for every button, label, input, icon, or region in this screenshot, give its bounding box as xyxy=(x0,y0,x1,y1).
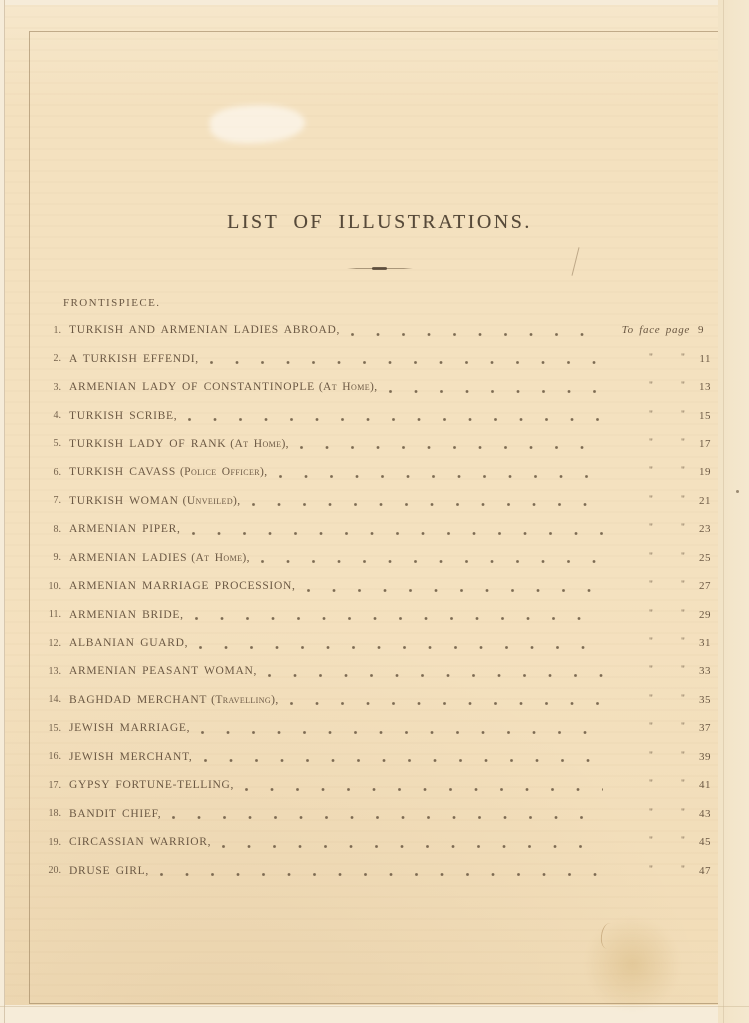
row-title-main: GYPSY FORTUNE-TELLING, xyxy=(69,779,235,792)
page-edge-right-line xyxy=(723,0,724,1023)
illustration-row xyxy=(5,316,711,344)
row-title xyxy=(69,865,149,877)
row-title xyxy=(69,580,296,592)
ditto-mark: " xyxy=(681,352,686,363)
ditto-mark: " xyxy=(649,523,654,534)
row-title-parenthetical: (At Home), xyxy=(191,551,250,564)
ditto-mark: " xyxy=(649,579,654,590)
ditto-mark: " xyxy=(649,466,654,477)
row-number: 6. xyxy=(53,466,61,478)
row-number: 7. xyxy=(53,495,61,507)
to-face-page-label: To face page xyxy=(621,324,690,337)
row-title-parenthetical: (Police Officer), xyxy=(179,466,268,479)
row-title xyxy=(69,722,190,734)
leader-dots xyxy=(186,418,603,421)
illustration-row xyxy=(5,430,711,458)
row-number: 16. xyxy=(48,751,61,763)
page-number: 41 xyxy=(699,779,711,792)
leader-dots xyxy=(250,503,603,506)
page-number: 43 xyxy=(699,807,711,820)
leader-dots xyxy=(190,532,603,535)
leader-dots xyxy=(305,589,603,592)
leader-dots xyxy=(193,617,603,620)
row-title-main: TURKISH LADY OF RANK xyxy=(69,437,227,450)
leader-dots xyxy=(197,646,603,649)
row-number: 15. xyxy=(48,722,61,734)
row-number: 8. xyxy=(53,523,61,535)
row-title-parenthetical: (Unveiled), xyxy=(182,494,241,507)
page-reference xyxy=(607,544,711,572)
row-title-main: JEWISH MARRIAGE, xyxy=(69,722,191,735)
illustration-row xyxy=(5,544,711,572)
ditto-mark: " xyxy=(649,409,654,420)
illustration-row xyxy=(5,799,711,827)
page-number: 27 xyxy=(699,580,711,593)
row-number: 12. xyxy=(48,637,61,649)
ditto-mark: " xyxy=(649,437,654,448)
ditto-mark: " xyxy=(681,750,686,761)
page-number: 21 xyxy=(699,494,711,507)
leader-dots xyxy=(208,361,603,364)
frontispiece-label: FRONTISPIECE. xyxy=(63,297,161,309)
row-title xyxy=(69,609,184,621)
illustration-row xyxy=(5,657,711,685)
leader-dots xyxy=(349,333,603,336)
row-title-main: TURKISH CAVASS xyxy=(69,466,176,479)
row-title xyxy=(69,466,268,478)
page-number: 29 xyxy=(699,608,711,621)
row-title-main: TURKISH WOMAN xyxy=(69,494,179,507)
illustration-row xyxy=(5,572,711,600)
row-title-parenthetical: (Travelling), xyxy=(211,693,279,706)
page-reference xyxy=(607,657,711,685)
row-title xyxy=(69,808,161,820)
leader-dots xyxy=(202,759,603,762)
page-reference xyxy=(607,771,711,799)
row-number: 1. xyxy=(53,324,61,336)
page-number: 17 xyxy=(699,437,711,450)
row-title-main: BAGHDAD MERCHANT xyxy=(69,693,208,706)
row-title xyxy=(69,694,279,706)
ditto-mark: " xyxy=(681,636,686,647)
row-title-main: BANDIT CHIEF, xyxy=(69,807,162,820)
row-title-main: ARMENIAN PIPER, xyxy=(69,523,181,536)
leader-dots xyxy=(266,674,603,677)
row-title-main: ARMENIAN MARRIAGE PROCESSION, xyxy=(69,580,296,593)
illustration-row xyxy=(5,828,711,856)
page-title: LIST OF ILLUSTRATIONS. xyxy=(227,211,532,233)
row-title-main: ALBANIAN GUARD, xyxy=(69,637,189,650)
title-divider xyxy=(347,267,413,270)
illustration-row xyxy=(5,487,711,515)
ditto-mark: " xyxy=(681,437,686,448)
row-number: 20. xyxy=(48,865,61,877)
illustration-row xyxy=(5,714,711,742)
paper-stain xyxy=(585,917,680,1012)
ditto-mark: " xyxy=(681,779,686,790)
ditto-mark: " xyxy=(681,409,686,420)
leader-dots xyxy=(170,816,603,819)
row-title-main: ARMENIAN PEASANT WOMAN, xyxy=(69,665,258,678)
page-number: 35 xyxy=(699,693,711,706)
ditto-mark: " xyxy=(681,807,686,818)
ditto-mark: " xyxy=(649,864,654,875)
page-number: 39 xyxy=(699,750,711,763)
page-reference xyxy=(607,515,711,543)
illustration-row xyxy=(5,856,711,884)
page-number: 37 xyxy=(699,722,711,735)
page-reference xyxy=(607,430,711,458)
row-number: 11. xyxy=(48,609,61,621)
row-title-main: TURKISH AND ARMENIAN LADIES ABROAD, xyxy=(69,324,341,337)
row-title-main: CIRCASSIAN WARRIOR, xyxy=(69,836,212,849)
page-reference xyxy=(607,487,711,515)
paper-speck xyxy=(736,490,739,493)
ditto-mark: " xyxy=(649,665,654,676)
row-title xyxy=(69,410,177,422)
illustration-row xyxy=(5,771,711,799)
row-title xyxy=(69,523,181,535)
row-number: 4. xyxy=(53,410,61,422)
ditto-mark: " xyxy=(681,693,686,704)
row-number: 17. xyxy=(48,779,61,791)
ditto-mark: " xyxy=(681,551,686,562)
row-title xyxy=(69,751,193,763)
leader-dots xyxy=(220,845,603,848)
page-reference xyxy=(607,344,711,372)
ditto-mark: " xyxy=(649,636,654,647)
row-title-main: A TURKISH EFFENDI, xyxy=(69,352,199,365)
illustration-row xyxy=(5,344,711,372)
page-reference xyxy=(607,828,711,856)
ditto-mark: " xyxy=(649,807,654,818)
ditto-mark: " xyxy=(649,693,654,704)
leader-dots xyxy=(243,788,603,791)
page-number: 33 xyxy=(699,665,711,678)
ditto-mark: " xyxy=(681,579,686,590)
ditto-mark: " xyxy=(649,750,654,761)
ditto-mark: " xyxy=(649,722,654,733)
illustration-row xyxy=(5,373,711,401)
ditto-mark: " xyxy=(649,608,654,619)
ditto-mark: " xyxy=(681,864,686,875)
page-reference xyxy=(607,686,711,714)
illustration-row xyxy=(5,600,711,628)
ditto-mark: " xyxy=(681,466,686,477)
ditto-mark: " xyxy=(649,551,654,562)
row-number: 3. xyxy=(53,381,61,393)
row-title-main: ARMENIAN LADIES xyxy=(69,551,188,564)
illustration-row xyxy=(5,458,711,486)
page-reference xyxy=(607,629,711,657)
ditto-mark: " xyxy=(649,352,654,363)
row-number: 13. xyxy=(48,665,61,677)
leader-dots xyxy=(277,475,603,478)
row-title-main: DRUSE GIRL, xyxy=(69,864,149,877)
illustrations-list xyxy=(5,316,711,885)
row-number: 14. xyxy=(48,694,61,706)
page-number: 25 xyxy=(699,551,711,564)
row-title xyxy=(69,637,188,649)
page-reference xyxy=(607,799,711,827)
leader-dots xyxy=(298,446,603,449)
page-reference xyxy=(607,401,711,429)
row-title xyxy=(69,552,250,564)
leader-dots xyxy=(387,390,604,393)
page-number: 13 xyxy=(699,381,711,394)
ditto-mark: " xyxy=(681,380,686,391)
row-title-parenthetical: (At Home), xyxy=(318,381,378,394)
row-number: 5. xyxy=(53,438,61,450)
ditto-mark: " xyxy=(649,835,654,846)
row-title xyxy=(69,836,211,848)
row-number: 19. xyxy=(48,836,61,848)
row-number: 18. xyxy=(48,808,61,820)
illustration-row xyxy=(5,401,711,429)
page-number: 47 xyxy=(699,864,711,877)
ditto-mark: " xyxy=(681,835,686,846)
ditto-mark: " xyxy=(681,523,686,534)
page-edge-bottom-line xyxy=(0,1006,749,1007)
ditto-mark: " xyxy=(681,608,686,619)
row-title-main: ARMENIAN BRIDE, xyxy=(69,608,184,621)
leader-dots xyxy=(288,702,603,705)
row-title xyxy=(69,495,241,507)
ditto-mark: " xyxy=(681,722,686,733)
row-title xyxy=(69,324,340,336)
row-title-parenthetical: (At Home), xyxy=(230,437,289,450)
page-reference xyxy=(607,572,711,600)
row-title-main: JEWISH MERCHANT, xyxy=(69,750,193,763)
page-number: 9 xyxy=(698,324,704,337)
leader-dots xyxy=(259,560,603,563)
page-edge-left-line xyxy=(4,0,5,1023)
ditto-mark: " xyxy=(681,665,686,676)
ditto-mark: " xyxy=(681,494,686,505)
page-number: 45 xyxy=(699,836,711,849)
page-number: 19 xyxy=(699,466,711,479)
row-title xyxy=(69,779,234,791)
leader-dots xyxy=(158,873,603,876)
page-number: 15 xyxy=(699,409,711,422)
row-title xyxy=(69,381,378,393)
illustration-row xyxy=(5,686,711,714)
page-reference xyxy=(607,743,711,771)
row-number: 9. xyxy=(53,552,61,564)
ditto-mark: " xyxy=(649,380,654,391)
illustration-row xyxy=(5,629,711,657)
row-title-main: TURKISH SCRIBE, xyxy=(69,409,178,422)
book-page xyxy=(5,5,718,1005)
page-reference xyxy=(607,714,711,742)
row-title-main: ARMENIAN LADY OF CONSTANTINOPLE xyxy=(69,381,315,394)
row-title xyxy=(69,353,199,365)
row-number: 2. xyxy=(53,353,61,365)
ditto-mark: " xyxy=(649,494,654,505)
page-reference xyxy=(607,316,711,344)
leader-dots xyxy=(199,731,603,734)
row-number: 10. xyxy=(48,580,61,592)
page-reference xyxy=(607,458,711,486)
page-number: 11 xyxy=(699,352,711,365)
ditto-mark: " xyxy=(649,779,654,790)
page-reference xyxy=(607,856,711,884)
row-title xyxy=(69,438,289,450)
page-number: 23 xyxy=(699,523,711,536)
page-reference xyxy=(607,600,711,628)
page-number: 31 xyxy=(699,637,711,650)
illustration-row xyxy=(5,515,711,543)
row-title xyxy=(69,665,257,677)
page-reference xyxy=(607,373,711,401)
illustration-row xyxy=(5,743,711,771)
